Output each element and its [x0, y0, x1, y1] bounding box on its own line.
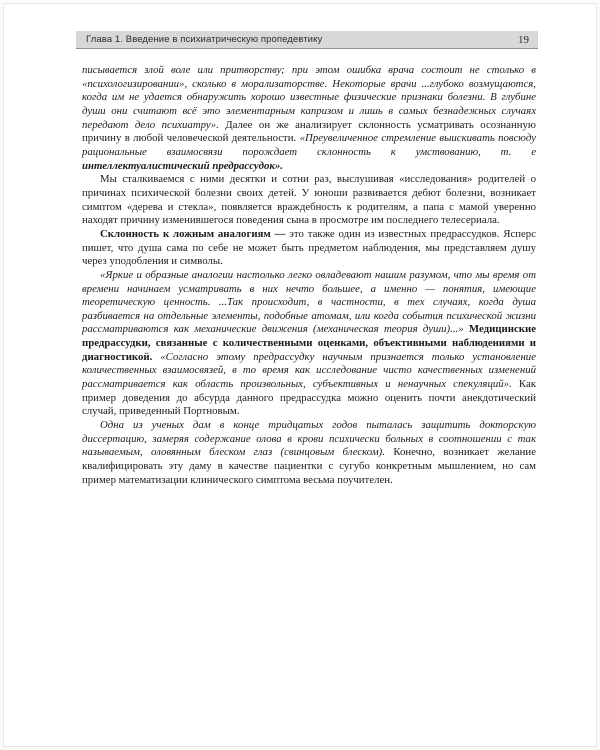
text-run: Конечно, возникает желание квалифицировать эту даму в качестве пациентки с сугубо конкретным мышлением, но сам пример математизации клинического симптома весьма поучителен. — [82, 446, 536, 486]
paragraph — [82, 269, 536, 419]
chapter-title: Глава 1. Введение в психиатрическую пропедевтику — [86, 34, 323, 45]
text-run: Одна из ученых дам в конце тридцатых годов пыталась защитить докторскую диссертацию, замеряя содержание олова в крови психически больных в соотношении с так называемым, оловянным блеском глаз (свинцовым блеском). — [82, 419, 536, 459]
text-run: «Преувеличенное стремление выискивать повсюду рациональные взаимосвязи порождает склонность к умствованию, т. е — [82, 132, 536, 158]
text-run: «Яркие и образные аналогии настолько легко овладевают нашим разумом, что мы время от времени начинаем усматривать в них нечто большее, а именно — понятия, имеющие теоретическую ценность. ...Так происходит, в частности, в тех случаях, когда душа разбивается на отдельные элементы, подобные атомам, или когда события психической жизни рассматриваются как механические движения (механическая теория души)...» — [82, 268, 536, 336]
page-number: 19 — [518, 33, 529, 46]
text-run: писывается злой воле или притворству; при этом ошибка врача состоит не столько в «психологизировании», сколько в морализаторстве. Некоторые врачи ...глубоко возмущаются, когда им не удается обнаружить хорошо известные физические признаки болезни. В глубине души они считают всё это элементарным капризом и лишь в самых безнадежных случаях передают дело психиатру». — [82, 64, 536, 131]
paragraph — [82, 64, 536, 173]
page-header — [76, 31, 538, 49]
text-run: Мы сталкиваемся с ними десятки и сотни раз, выслушивая «исследования» родителей о причинах психической болезни своих детей. У юноши развивается дебют болезни, возникает симптом «дерева и стекла», появляется враждебность к родителям, а папа с мамой уверенно находят причину изменившегося поведения сына в просмотре им последнего телесериала. — [82, 173, 536, 227]
text-run: Как пример доведения до абсурда данного предрассудка можно оценить почти анекдотический случай, приведенный Портновым. — [82, 378, 537, 418]
page-body — [82, 64, 536, 487]
text-run: Склонность к ложным аналогиям — — [100, 227, 290, 240]
text-run: Далее он же анализирует склонность усматривать осознанную причину в любой человеческой деятельности. — [82, 118, 536, 145]
text-run: «Согласно этому предрассудку научным признается только установление количественных взаимосвязей, в то время как исследование чисто качественных изменений рассматривается как область произвольных, субъективных и ненаучных спекуляций». — [82, 350, 536, 391]
text-run: это также один из известных предрассудков. Ясперс пишет, что душа сама по себе не может быть предметом наблюдения, мы представляем душу через уподобления и символы. — [82, 227, 536, 268]
paragraph — [82, 228, 536, 269]
text-run: интеллектуалистический предрассудок». — [82, 159, 284, 172]
book-page — [3, 3, 597, 747]
text-run: Медицинские предрассудки, связанные с количественными оценками, объективными наблюдениями и диагностикой. — [82, 323, 536, 363]
paragraph — [82, 173, 536, 228]
paragraph — [82, 419, 536, 487]
